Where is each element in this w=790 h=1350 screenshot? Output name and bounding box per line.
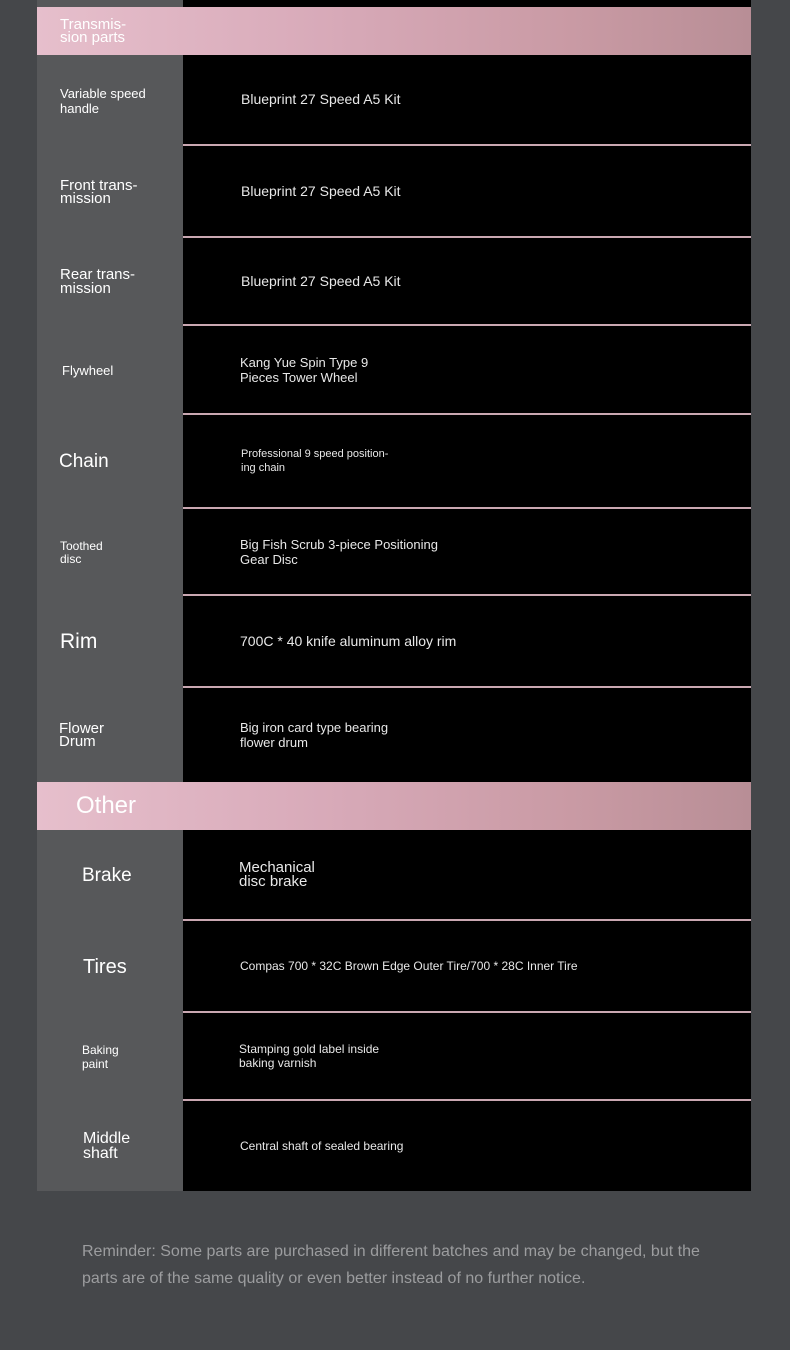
section-header-other: Other [37, 782, 751, 830]
spec-row-flower-drum [37, 688, 751, 782]
spec-value: Central shaft of sealed bearing [240, 1138, 404, 1153]
spec-label: Flywheel [62, 363, 114, 378]
spec-value: Stamping gold label inside baking varnish [183, 1013, 751, 1101]
spec-value: Kang Yue Spin Type 9 Pieces Tower Wheel [183, 326, 751, 415]
spec-label: Brake [82, 864, 132, 886]
spec-label: Tires [83, 955, 127, 978]
spec-value: Compas 700 * 32C Brown Edge Outer Tire/700 * 28C Inner Tire [183, 921, 751, 1013]
spec-row-rim [37, 596, 751, 688]
spec-label: Flower Drum [59, 720, 105, 750]
spec-row-chain [37, 415, 751, 509]
spec-row-brake [37, 830, 751, 921]
spec-label: Toothed disc [60, 538, 103, 566]
spec-row-baking-paint [37, 1013, 751, 1101]
spec-label: Rim [60, 630, 98, 653]
spec-row-toothed-disc [37, 509, 751, 596]
spec-label: Rear trans- mission [60, 266, 136, 297]
spec-row-variable-speed-handle [37, 55, 751, 146]
spec-label: Middle shaft [83, 1130, 131, 1162]
spec-value: Big Fish Scrub 3-piece Positioning Gear Disc [183, 509, 751, 596]
spec-row-front-transmission [37, 146, 751, 238]
spec-row-flywheel [37, 326, 751, 415]
spec-value: Blueprint 27 Speed A5 Kit [183, 146, 751, 238]
spec-label: Front trans- mission [60, 177, 138, 207]
spec-value: Professional 9 speed position- ing chain [183, 415, 751, 509]
reminder-note: Reminder: Some parts are purchased in different batches and may be changed, but the parts are of the same quality or even better instead of no further notice. [82, 1243, 700, 1287]
spec-table [37, 0, 751, 1191]
spec-row-middle-shaft [37, 1101, 751, 1191]
spec-label: Baking paint [82, 1043, 119, 1071]
spec-value: Big iron card type bearing flower drum [240, 720, 389, 750]
spec-row-tires [37, 921, 751, 1013]
spec-row-rear-transmission [37, 238, 751, 326]
spec-label: Chain [59, 451, 109, 472]
spec-value: Blueprint 27 Speed A5 Kit [183, 238, 751, 326]
section-header-transmission: Transmis- sion parts [37, 7, 751, 55]
spec-value: Blueprint 27 Speed A5 Kit [183, 55, 751, 146]
spec-value: Mechanical disc brake [183, 830, 751, 921]
spec-label: Variable speed handle [60, 85, 146, 116]
spec-value: 700C * 40 knife aluminum alloy rim [183, 596, 751, 688]
